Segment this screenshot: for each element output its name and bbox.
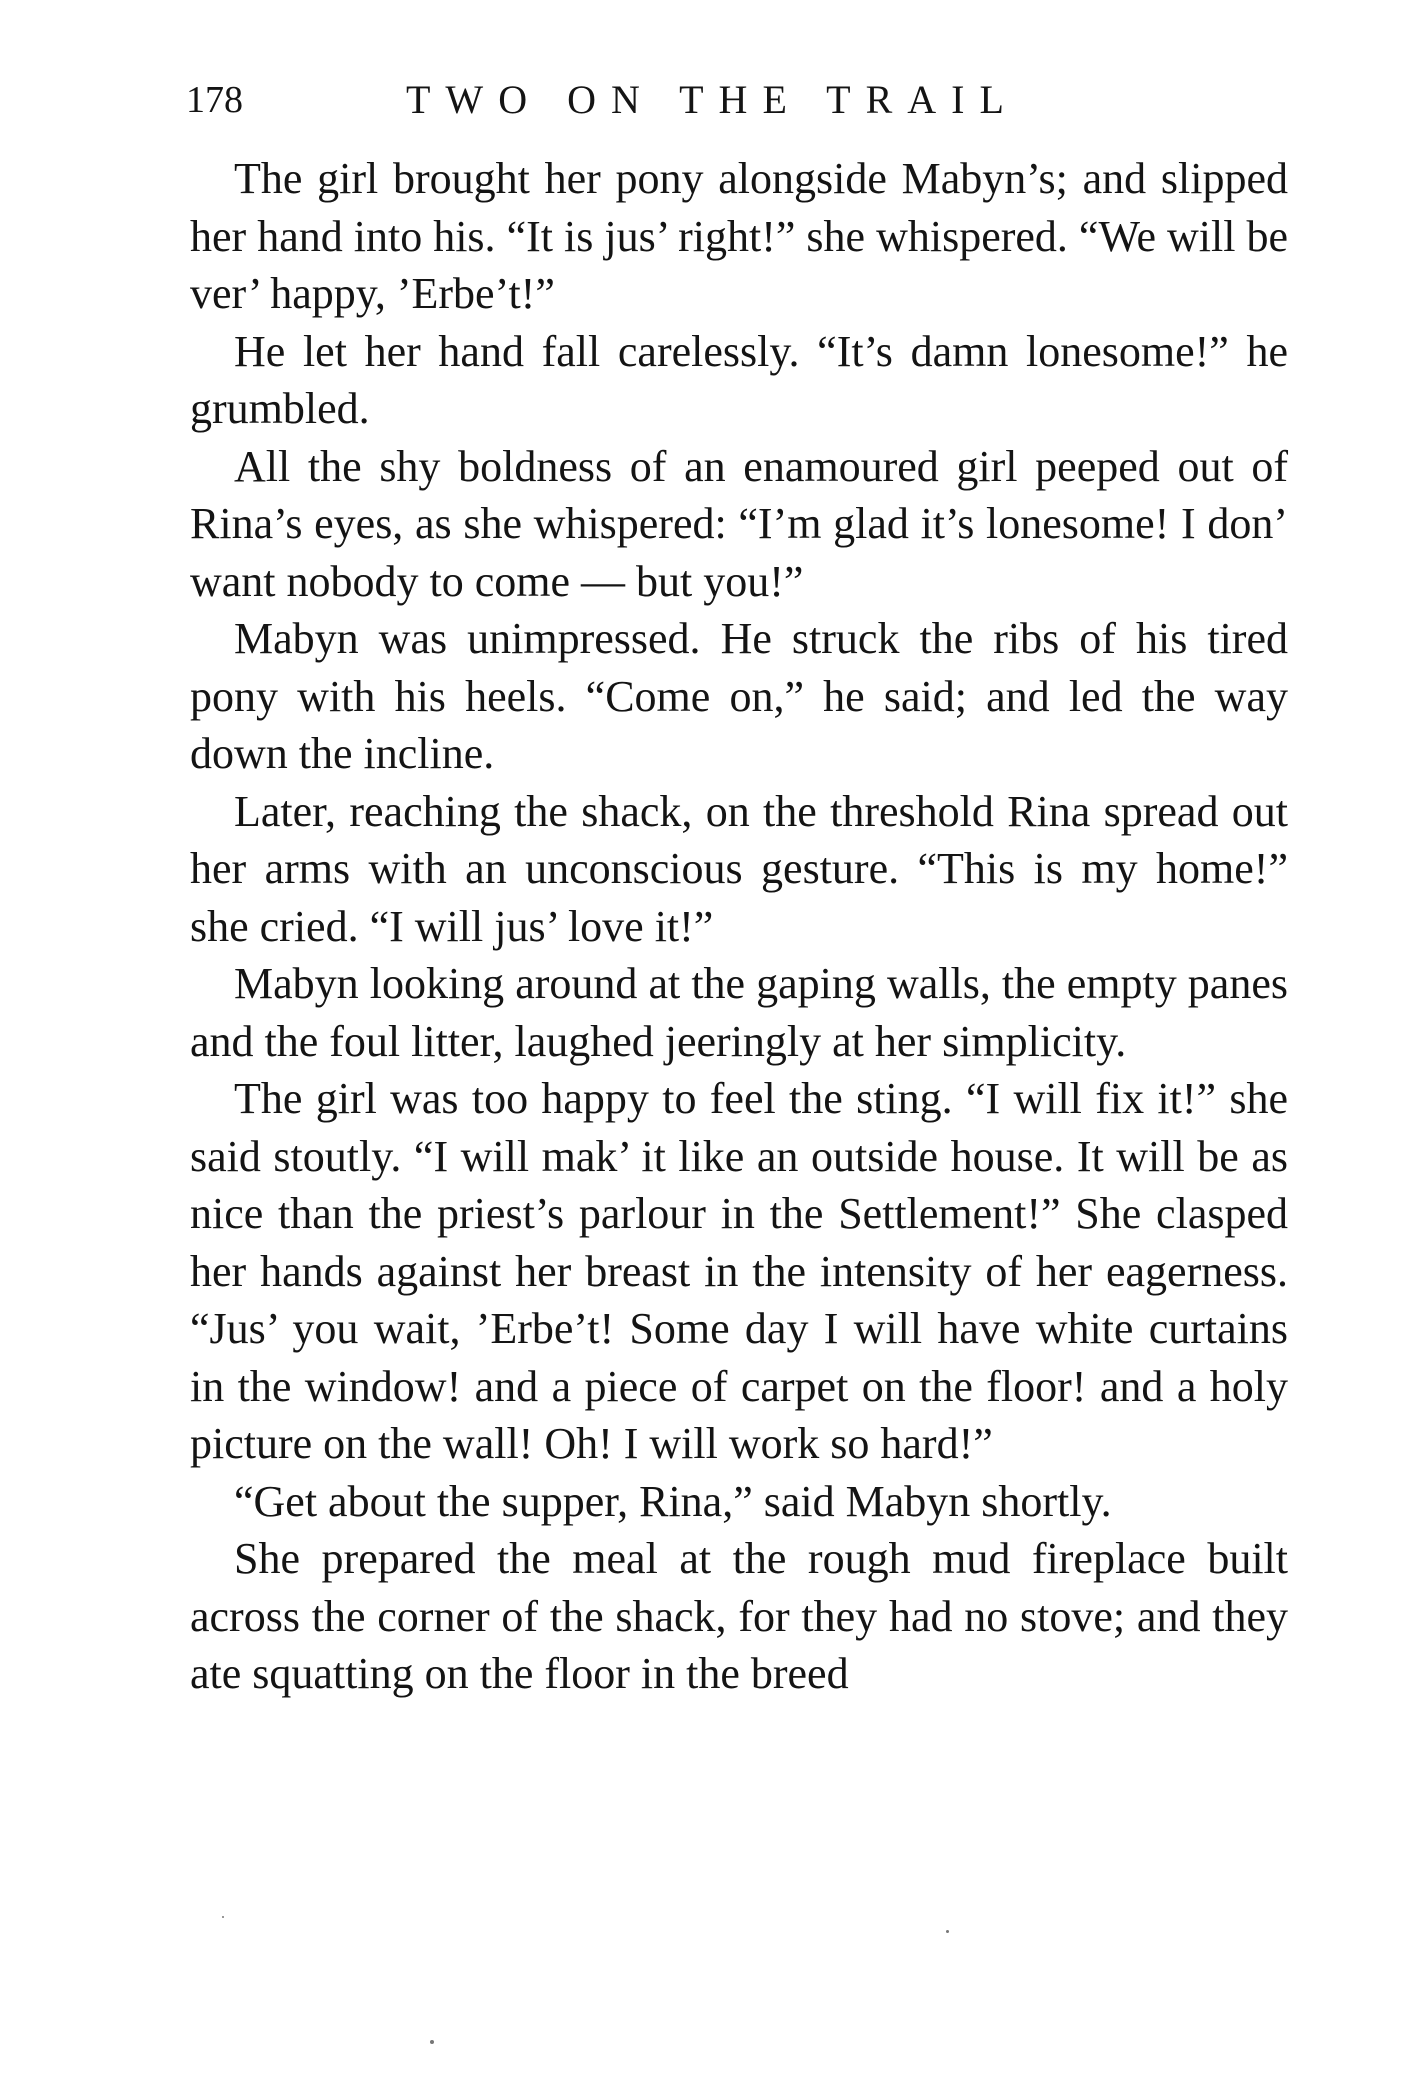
- scan-speck: [222, 1916, 224, 1918]
- running-head: TWO ON THE TRAIL: [406, 77, 1019, 122]
- scan-speck: [946, 1930, 949, 1933]
- paragraph: Mabyn looking around at the gaping walls, the empty panes and the foul litter, laughed jeeringly at her simplicity.: [190, 959, 1288, 1066]
- paragraph: Mabyn was unimpressed. He struck the ribs of his tired pony with his heels. “Come on,” he said; and led the way down the incline.: [190, 614, 1288, 778]
- paragraph: All the shy boldness of an enamoured girl peeped out of Rina’s eyes, as she whispered: “I’m glad it’s lonesome! I don’ want nobody to come — but you!”: [190, 441, 1288, 606]
- paragraph: Later, reaching the shack, on the threshold Rina spread out her arms with an unconscious gesture. “This is my home!” she cried. “I will jus’ love it!”: [190, 786, 1288, 951]
- page-header: [186, 70, 1286, 130]
- page-number: 178: [186, 79, 243, 121]
- paragraph: The girl was too happy to feel the sting. “I will fix it!” she said stoutly. “I will mak’ it like an outside house. It will be as nice than the priest’s parlour in the Settlement!” She clasped her hands against her breast in the intensity of her eagerness. “Jus’ you wait, ’Erbe’t! Some day I will have white curtains in the window! and a piece of carpet on the floor! and a holy picture on the wall! Oh! I will work so hard!”: [190, 1074, 1288, 1468]
- paragraph: She prepared the meal at the rough mud fireplace built across the corner of the shack, for they had no stove; and they ate squatting on the floor in the breed: [190, 1534, 1288, 1698]
- paragraph: “Get about the supper, Rina,” said Mabyn shortly.: [234, 1476, 1112, 1526]
- paragraph: The girl brought her pony alongside Mabyn’s; and slipped her hand into his. “It is jus’ right!” she whispered. “We will be ver’ happy, ’Erbe’t!”: [190, 154, 1288, 318]
- scan-speck: [430, 2040, 434, 2044]
- paragraph: He let her hand fall carelessly. “It’s damn lonesome!” he grumbled.: [190, 326, 1288, 433]
- body-text: [190, 150, 1288, 1703]
